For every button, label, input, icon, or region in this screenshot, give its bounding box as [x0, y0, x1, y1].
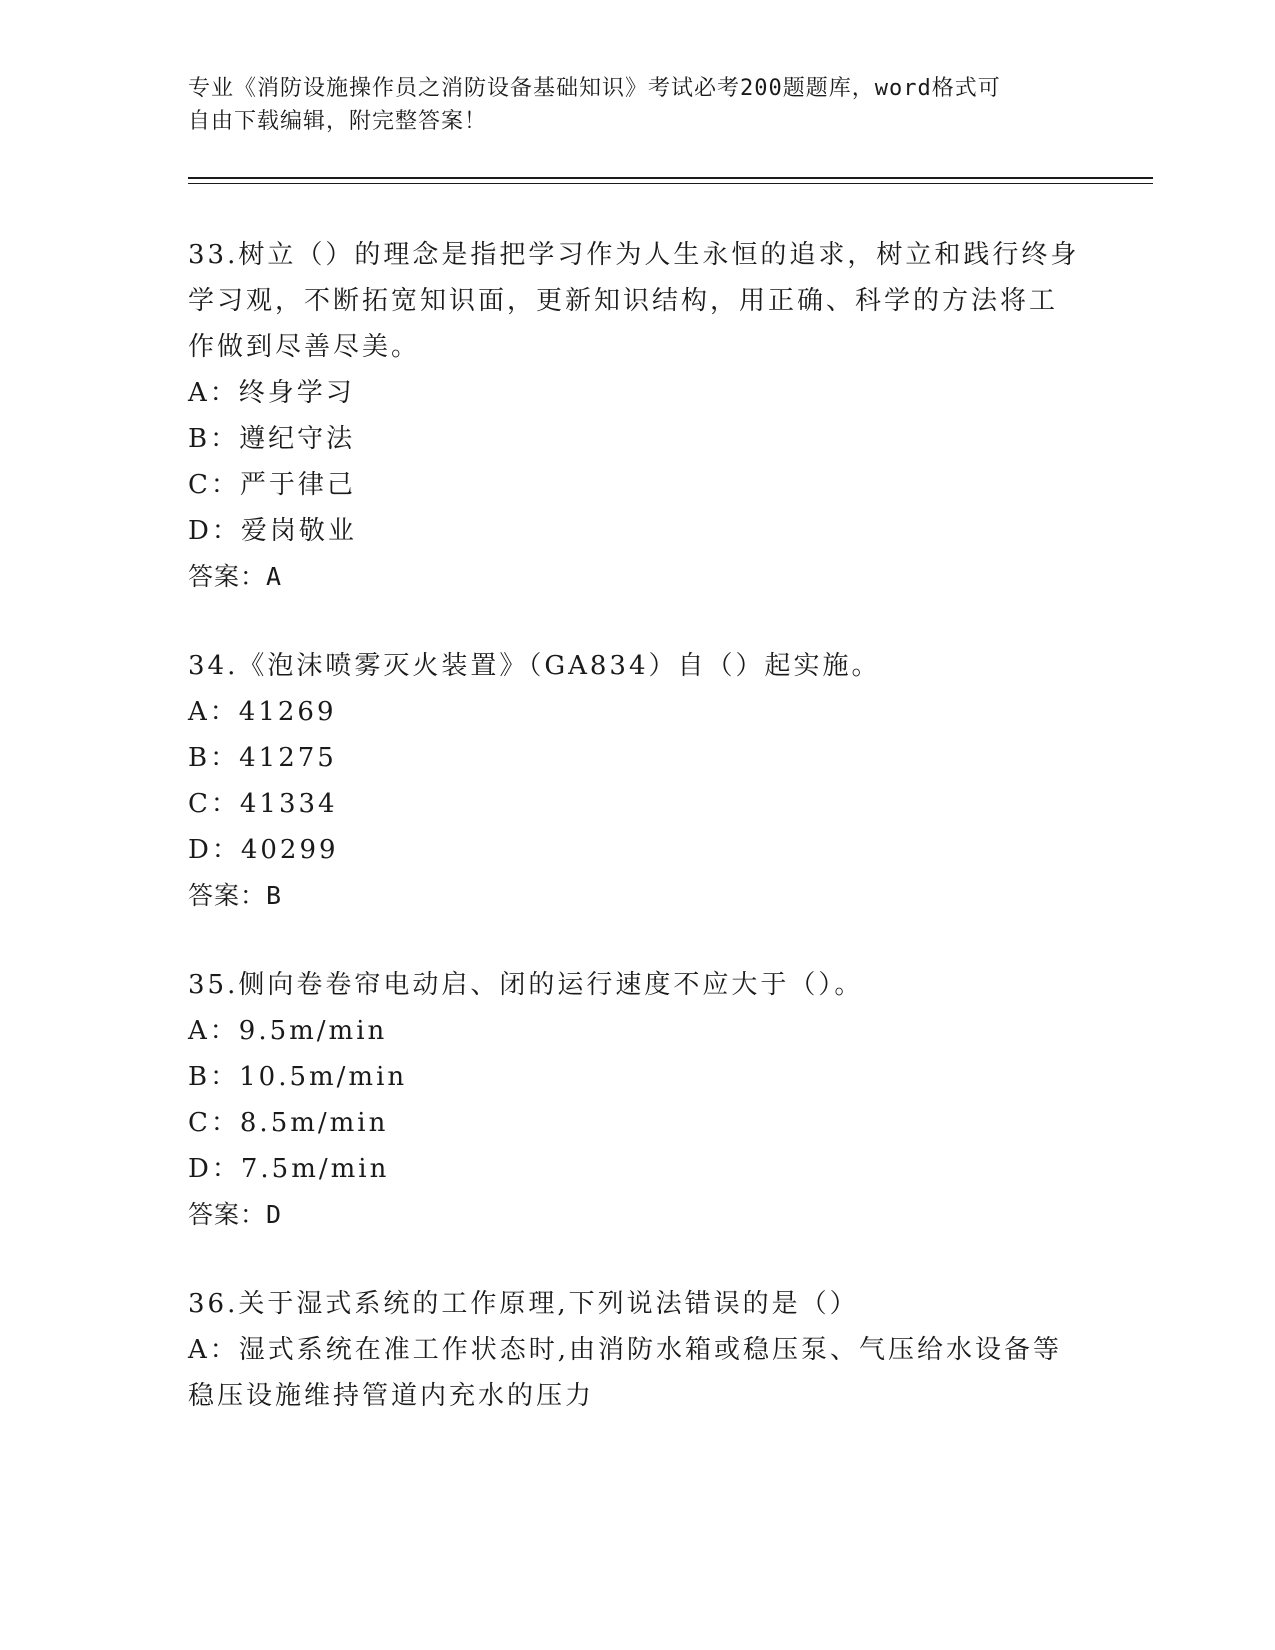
answer-label: 答案： [188, 1200, 267, 1229]
header-divider-thin [188, 183, 1153, 184]
question-33 [188, 232, 1088, 600]
question-stem [188, 1281, 1088, 1327]
stem-line: 34.《泡沫喷雾灭火装置》（GA834）自（）起实施。 [188, 651, 881, 681]
answer-value: B [266, 881, 283, 910]
option-b: B：41275 [188, 743, 337, 773]
option-c: C：8.5m/min [188, 1108, 389, 1138]
question-stem [188, 643, 1088, 689]
option-b: B：遵纪守法 [188, 424, 356, 454]
stem-line: 学习观，不断拓宽知识面，更新知识结构，用正确、科学的方法将工 [188, 286, 1059, 316]
option-c: C：41334 [188, 789, 338, 819]
answer-label: 答案： [188, 881, 267, 910]
answer-value: D [266, 1200, 283, 1229]
stem-line: 35.侧向卷卷帘电动启、闭的运行速度不应大于（）。 [188, 970, 864, 1000]
stem-line: 33.树立（）的理念是指把学习作为人生永恒的追求，树立和践行终身 [188, 240, 1080, 270]
option-a: A：41269 [188, 697, 337, 727]
answer-label: 答案： [188, 562, 267, 591]
question-36 [188, 1281, 1088, 1419]
question-stem [188, 232, 1088, 370]
option-a [188, 1327, 1088, 1419]
option-a: A：9.5m/min [188, 1016, 388, 1046]
header-line-2: 自由下载编辑，附完整答案！ [188, 109, 488, 134]
option-d: D：爱岗敬业 [188, 516, 357, 546]
option-line: A：湿式系统在准工作状态时,由消防水箱或稳压泵、气压给水设备等 [188, 1335, 1063, 1365]
option-a: A：终身学习 [188, 378, 355, 408]
header-divider-thick [188, 177, 1153, 179]
question-35 [188, 962, 1088, 1238]
stem-line: 作做到尽善尽美。 [188, 332, 421, 362]
document-header [188, 72, 1088, 138]
option-d: D：7.5m/min [188, 1154, 390, 1184]
option-line: 稳压设施维持管道内充水的压力 [188, 1381, 595, 1411]
answer [188, 554, 1088, 600]
option-c: C：严于律己 [188, 470, 356, 500]
question-34 [188, 643, 1088, 919]
answer [188, 1192, 1088, 1238]
option-b: B：10.5m/min [188, 1062, 408, 1092]
answer-value: A [266, 562, 283, 591]
answer [188, 873, 1088, 919]
question-stem [188, 962, 1088, 1008]
stem-line: 36.关于湿式系统的工作原理,下列说法错误的是（） [188, 1289, 859, 1319]
option-d: D：40299 [188, 835, 339, 865]
header-line-1: 专业《消防设施操作员之消防设备基础知识》考试必考200题题库，word格式可 [188, 76, 1001, 101]
